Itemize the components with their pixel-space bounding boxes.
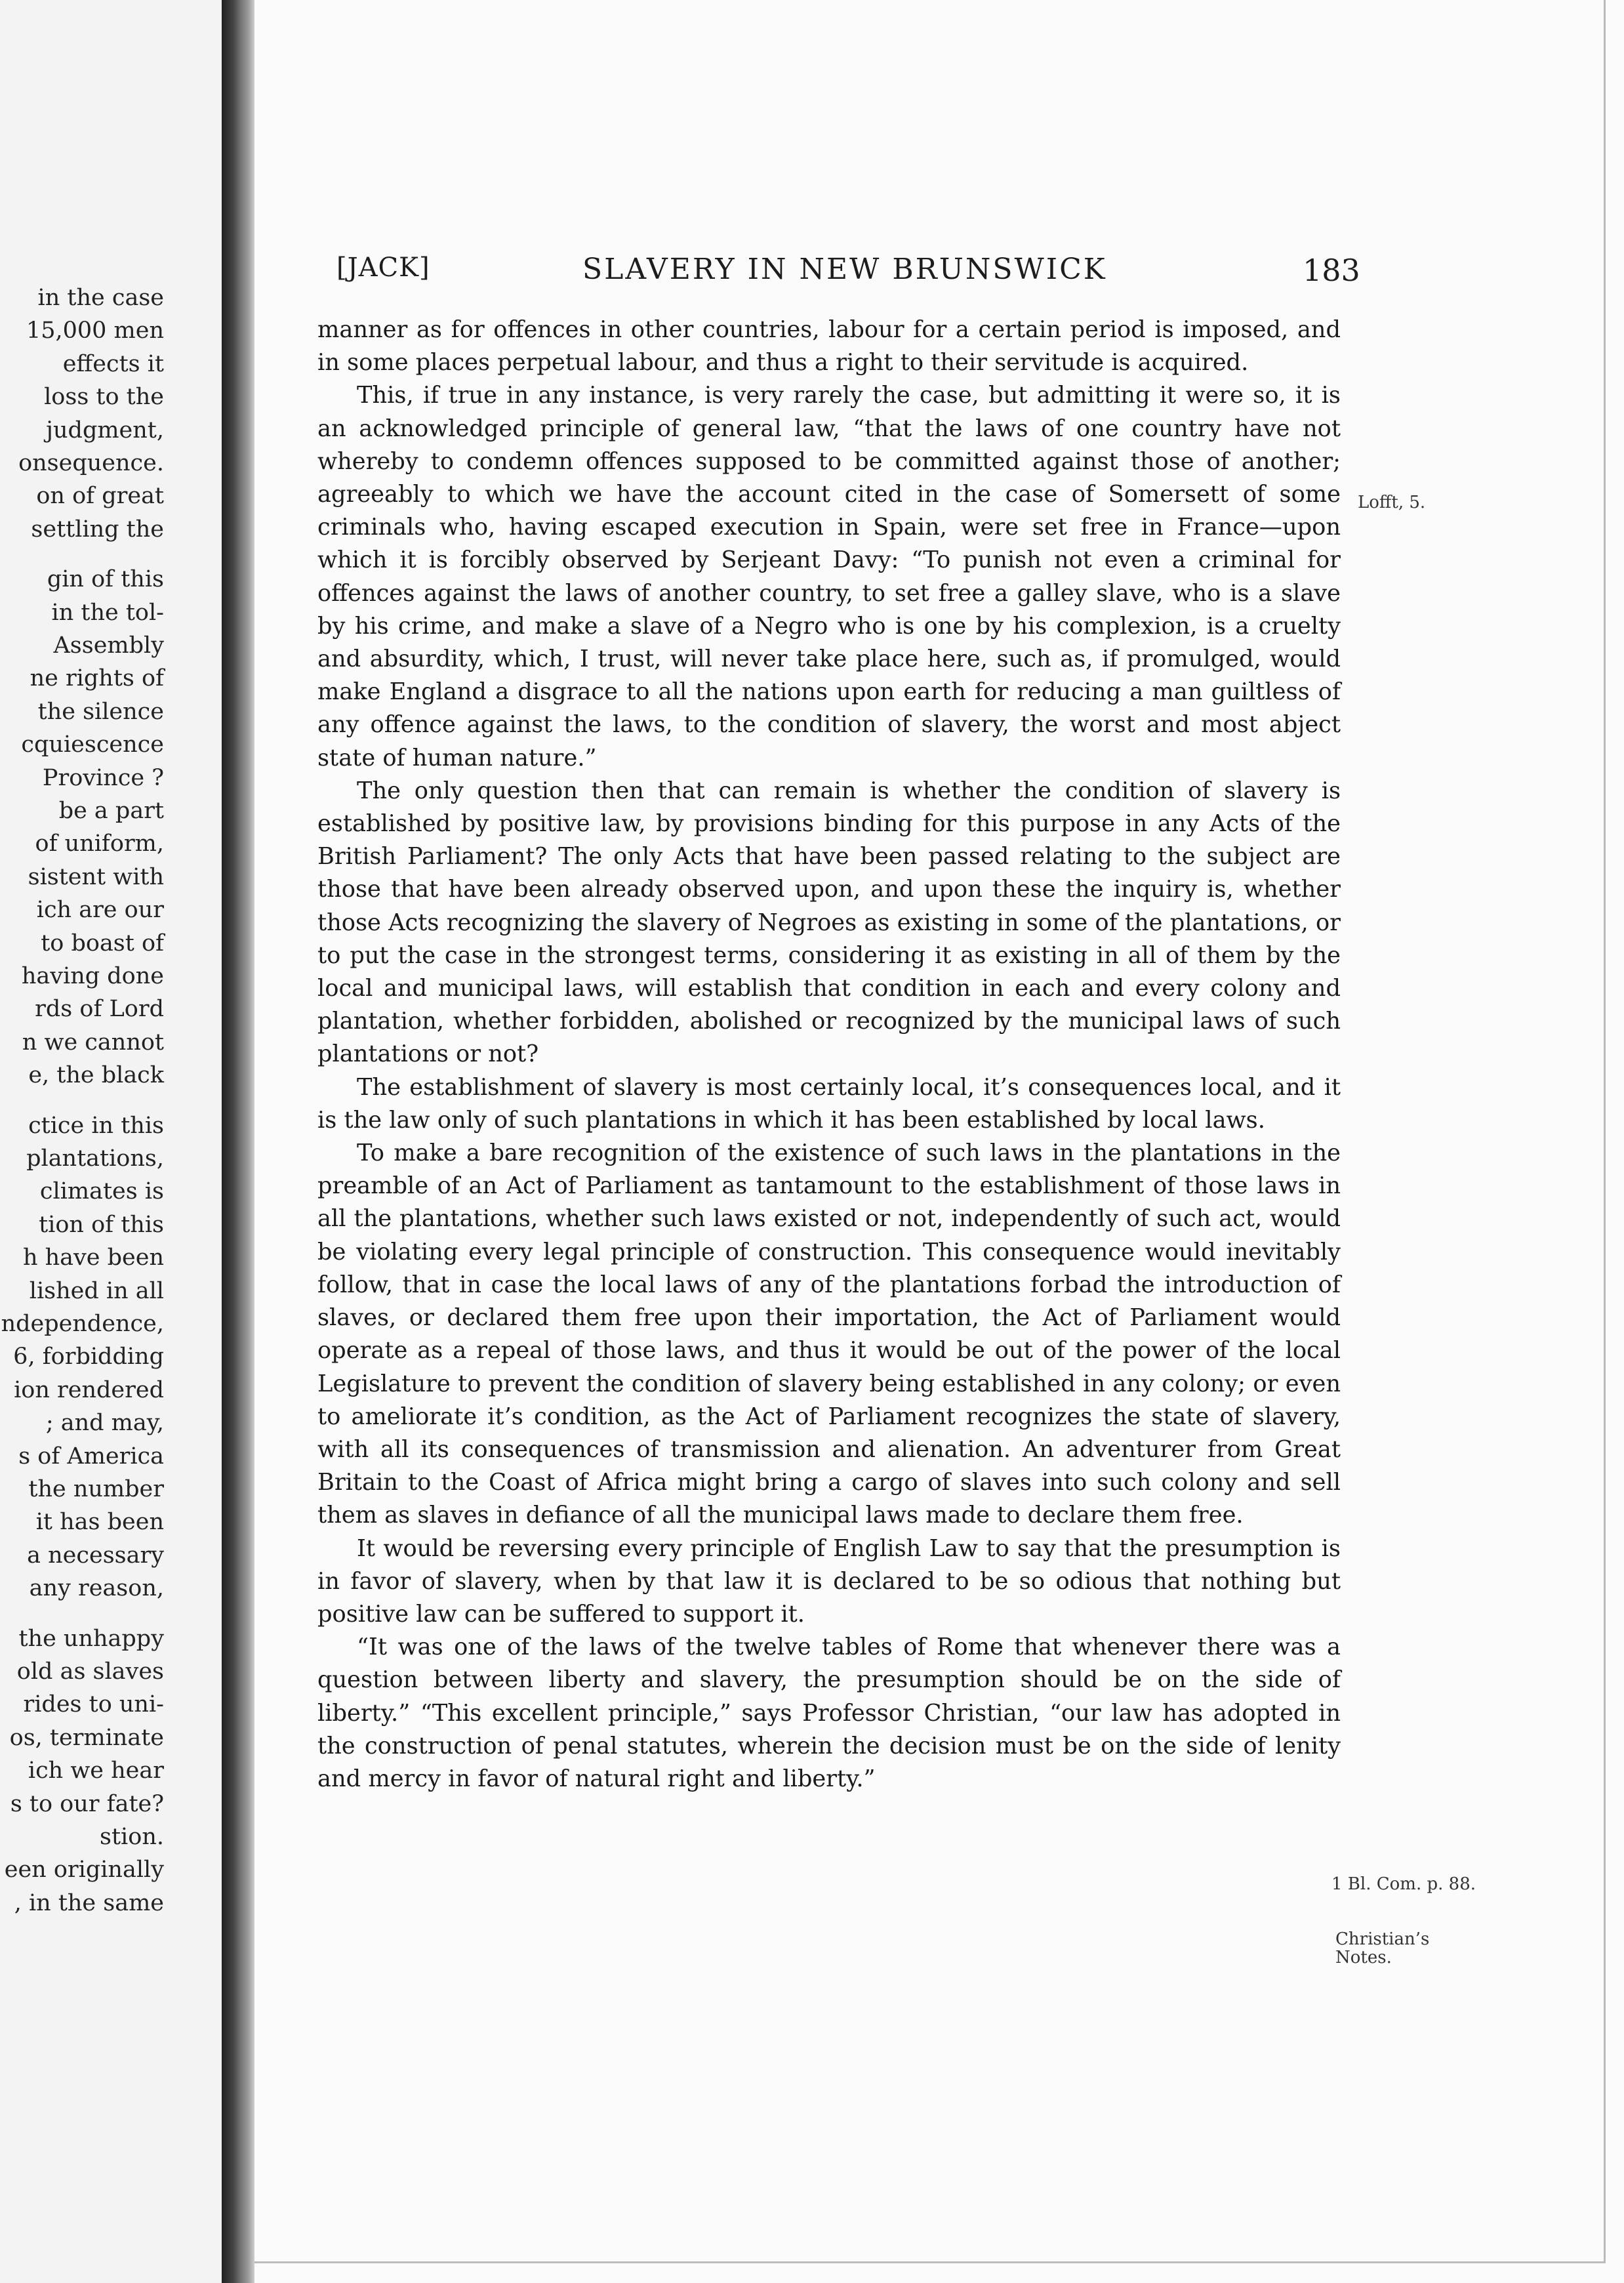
facing-page-text-fragment: Province ? [42,764,164,791]
facing-page-text-fragment: een originally [4,1857,164,1883]
facing-page-text-fragment: Assembly [53,632,164,659]
paragraph: To make a bare recognition of the existence of such laws in the plantations in the preamble of an Act of Parliament as tantamount to the establishment of those laws in all the plantations, whether such laws existed or not, independently of such act, would be violating every legal principle of construction. This consequence would inevitably follow, that in case the local laws of any of the plantations forbad the introduction of slaves, or declared them free upon their importation, the Act of Parliament would operate as a repeal of those laws, and thus it would be out of the power of the local Legislature to prevent the condition of slavery being established in any colony; or even to ameliorate it’s condition, as the Act of Parliament recognizes the state of slavery, with all its consequences of transmission and alienation. An adventurer from Great Britain to the Coast of Africa might bring a cargo of slaves into such colony and sell them as slaves in defiance of all the municipal laws made to declare them free. [317,1140,1341,1529]
margin-note: Christian’s [1335,1929,1430,1949]
facing-page-text-fragment: ich we hear [28,1758,164,1784]
facing-page-text-fragment: ion rendered [14,1376,164,1403]
facing-page-text-fragment: on of great [36,483,164,510]
facing-page-text-fragment: the unhappy [18,1625,164,1652]
facing-page-text-fragment: 15,000 men [26,318,164,344]
margin-note: Lofft, 5. [1358,493,1426,512]
facing-page-text-fragment: old as slaves [16,1658,164,1685]
margin-note: Notes. [1335,1948,1392,1967]
facing-page-text-fragment: s to our fate? [10,1790,164,1817]
body-text [317,314,1341,1796]
facing-page-text-fragment: e, the black [28,1062,164,1089]
page-number: 183 [1303,253,1360,288]
facing-page-text-fragment: rides to uni- [23,1691,164,1718]
facing-page-text-fragment: tion of this [39,1211,164,1238]
facing-page-text-fragment: be a part [58,798,164,824]
facing-page-text-fragment: any reason, [29,1575,164,1602]
facing-page-text-fragment: judgment, [46,417,164,443]
facing-page-text-fragment: ich are our [36,897,164,924]
facing-page-text-fragment: loss to the [44,384,164,411]
facing-page-text-fragment: ne rights of [30,665,164,692]
facing-page-text-fragment: , in the same [14,1889,164,1916]
facing-page-text-fragment: s of America [18,1443,164,1470]
facing-page-text-fragment: h have been [22,1244,164,1271]
facing-page-text-fragment: ndependence, [1,1311,164,1337]
facing-page-text-fragment: of uniform, [35,831,164,857]
right-page [254,0,1624,2283]
facing-page-text-fragment: effects it [62,350,164,377]
facing-page-text-fragment: sistent with [28,863,164,890]
paragraph: This, if true in any instance, is very rarely the case, but admitting it were so, it is an acknowledged principle of general law, “that the laws of one country have not whereby to condemn offences supposed to be committed against those of another; agreeably to which we have the account cited in the case of Somersett of some criminals who, having escaped execution in Spain, were set free in France—upon which it is forcibly observed by Serjeant Davy: “To punish not even a criminal for offences against the laws of another country, to set free a galley slave, who is a slave by his crime, and make a slave of a Negro who is one by his complexion, is a cruelty and absurdity, which, I trust, will never take place here, such as, if promulged, would make England a disgrace to all the nations upon earth for reducing a man guiltless of any offence against the laws, to the condition of slavery, the worst and most abject state of human nature.” [317,382,1341,771]
facing-page-text-fragment: n we cannot [22,1029,164,1056]
facing-page-text-fragment: onsequence. [18,450,164,476]
book-gutter [222,0,254,2283]
facing-page-text-fragment: climates is [39,1178,164,1205]
facing-page-text-fragment: lished in all [29,1277,164,1304]
left-facing-page [0,0,222,2283]
facing-page-text-fragment: a necessary [27,1542,164,1569]
facing-page-text-fragment: ctice in this [28,1112,164,1139]
facing-page-text-fragment: in the case [37,285,164,311]
facing-page-text-fragment: the number [28,1476,164,1502]
facing-page-text-fragment: stion. [100,1824,164,1850]
facing-page-text-fragment: os, terminate [9,1724,164,1751]
paragraph: manner as for offences in other countries, labour for a certain period is imposed, and in some places perpetual labour, and thus a right to their servitude is acquired. [317,316,1341,377]
facing-page-text-fragment: gin of this [47,566,164,593]
facing-page-text-fragment: 6, forbidding [13,1344,164,1370]
paragraph: “It was one of the laws of the twelve tables of Rome that whenever there was a question between liberty and slavery, the presumption should be on the side of liberty.” “This excellent principle,” says Professor Christian, “our law has adopted in the construction of penal statutes, wherein the decision must be on the side of lenity and mercy in favor of natural right and liberty.” [317,1634,1341,1792]
margin-note: 1 Bl. Com. p. 88. [1331,1874,1476,1894]
facing-page-text-fragment: having done [21,963,164,989]
facing-page-text-fragment: plantations, [26,1145,164,1172]
running-head-title: SLAVERY IN NEW BRUNSWICK [582,253,1107,286]
facing-page-text-fragment: to boast of [41,930,164,956]
facing-page-text-fragment: ; and may, [45,1410,164,1437]
facing-page-text-fragment: the silence [37,698,164,725]
paragraph: The establishment of slavery is most certainly local, it’s consequences local, and it is the law only of such plantations in which it has been established by local laws. [317,1073,1341,1134]
paragraph: The only question then that can remain is whether the condition of slavery is established by positive law, by provisions binding for this purpose in any Acts of the British Parliament? The only Acts that have been passed relating to the subject are those that have been already observed upon, and upon these the inquiry is, whether those Acts recognizing the slavery of Negroes as existing in some of the plantations, or to put the case in the strongest terms, considering it as existing in all of them by the local and municipal laws, will establish that condition in each and every colony and plantation, whether forbidden, abolished or recognized by the municipal laws of such plantations or not? [317,777,1341,1068]
running-head-left: [JACK] [336,253,430,283]
facing-page-text-fragment: in the tol- [51,599,164,626]
facing-page-text-fragment: cquiescence [21,731,164,758]
facing-page-text-fragment: it has been [35,1509,164,1536]
facing-page-text-fragment: rds of Lord [35,996,164,1023]
paragraph: It would be reversing every principle of English Law to say that the presumption is in favor of slavery, when by that law it is declared to be so odious that nothing but positive law can be suffered to support it. [317,1534,1341,1628]
facing-page-text-fragment: settling the [31,516,164,543]
